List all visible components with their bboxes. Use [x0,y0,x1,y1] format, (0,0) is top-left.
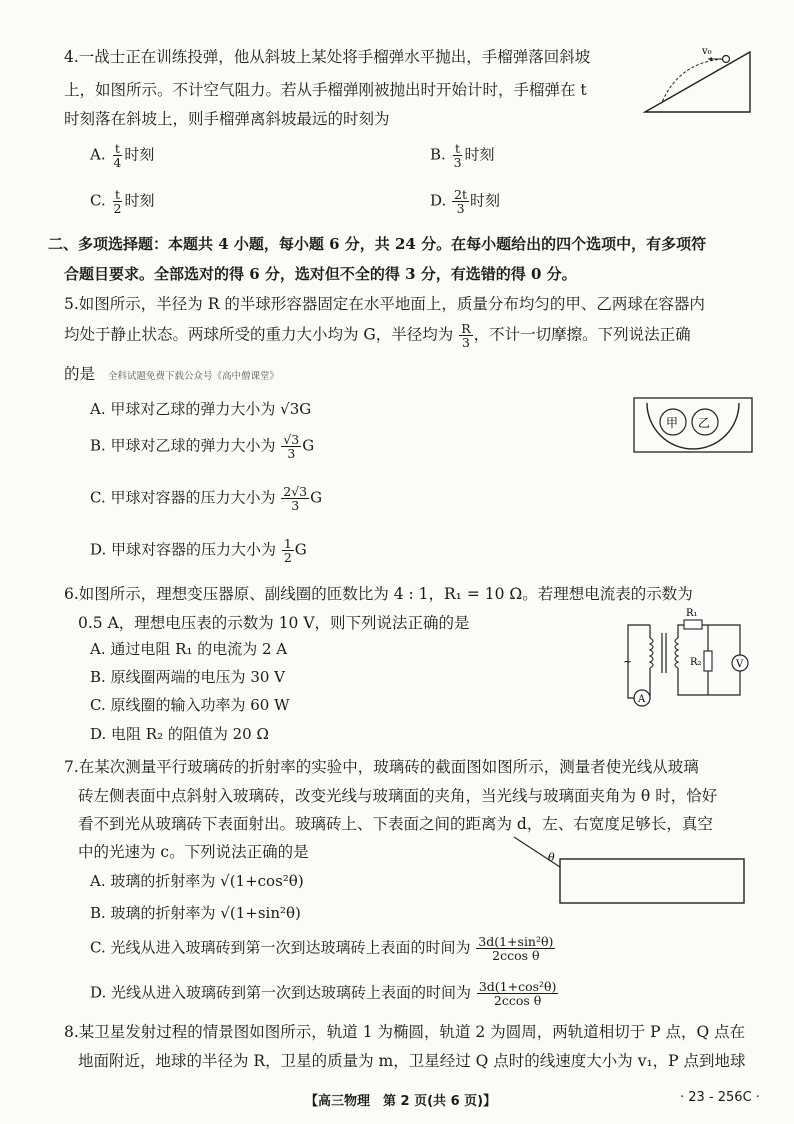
page-footer: 【高三物理 第 2 页(共 6 页)】 [305,1094,497,1109]
q5-option-c[interactable]: C. 甲球对容器的压力大小为 $\frac{2√3}{3}$ G [90,484,323,513]
ball-yi-label: 乙 [698,416,711,430]
q8-line-2: 地面附近，地球的半径为 R，卫星的质量为 m，卫星经过 Q 点时的线速度大小为 v₁，P 点到地球 [78,1052,746,1070]
q7-line-2: 砖左侧表面中点斜射入玻璃砖，改变光线与玻璃面的夹角，当光线与玻璃面夹角为 θ 时，恰好 [78,787,718,805]
slope-figure [640,40,760,115]
section2-line-2: 合题目要求。全部选对的得 6 分，选对但不全的得 3 分，有选错的得 0 分。 [64,265,577,283]
q7-line-4: 中的光速为 c。下列说法正确的是 [78,843,309,861]
section2-line-1: 二、多项选择题：本题共 4 小题，每小题 6 分，共 24 分。在每小题给出的四个选项中，有多项符 [48,235,707,253]
q5-line-3: 的是 全科试题免费下载公众号《高中僧课堂》 [64,365,279,383]
q5-option-b[interactable]: B. 甲球对乙球的弹力大小为 $\frac{√3}{3}$ G [90,432,315,461]
q7-option-a[interactable]: A. 玻璃的折射率为 √(1+cos²θ) [90,872,304,890]
q6-option-a[interactable]: A. 通过电阻 R₁ 的电流为 2 A [90,640,288,658]
q4-option-d[interactable]: D. $\frac{2t}{3}$ 时刻 [430,187,501,216]
q7-option-d[interactable]: D. 光线从进入玻璃砖到第一次到达玻璃砖上表面的时间为 $\frac{\text{3d(1+cos²θ)}}{\text{2ccos θ}}$ [90,979,557,1008]
q6-line-1: 6.如图所示，理想变压器原、副线圈的匝数比为 4 : 1，R₁ = 10 Ω。若理想电流表的示数为 [64,585,693,603]
q5-option-d[interactable]: D. 甲球对容器的压力大小为 $\frac{1}{2}$ G [90,536,307,565]
q7-line-3: 看不到光从玻璃砖下表面射出。玻璃砖上、下表面之间的距离为 d，左、右宽度足够长，真空 [78,815,713,833]
q7-option-b[interactable]: B. 玻璃的折射率为 √(1+sin²θ) [90,904,301,922]
q5-line-1: 5.如图所示，半径为 R 的半球形容器固定在水平地面上，质量分布均匀的甲、乙两球在容器内 [64,295,705,313]
q4-line-1: 4.一战士正在训练投弹，他从斜坡上某处将手榴弹水平抛出，手榴弹落回斜坡 [64,48,591,66]
ball-jia-label: 甲 [666,416,679,430]
q4-option-a[interactable]: A. $\frac{t}{4}$ 时刻 [90,141,155,170]
q6-line-2: 0.5 A，理想电压表的示数为 10 V，则下列说法正确的是 [78,614,470,632]
watermark: 全科试题免费下载公众号《高中僧课堂》 [107,371,279,382]
q7-line-1: 7.在某次测量平行玻璃砖的折射率的实验中，玻璃砖的截面图如图所示，测量者使光线从玻璃 [64,758,699,776]
r2-label: R₂ [690,657,702,668]
ammeter-label: A [638,694,646,705]
q6-option-d[interactable]: D. 电阻 R₂ 的阻值为 20 Ω [90,725,269,743]
q4-line-2: 上，如图所示。不计空气阻力。若从手榴弹刚被抛出时开始计时，手榴弹在 t [64,81,587,99]
theta-label: θ [548,851,555,864]
ac-source-icon: ~ [623,655,633,668]
q8-line-1: 8.某卫星发射过程的情景图如图所示，轨道 1 为椭圆，轨道 2 为圆周，两轨道相切于 P 点，Q 点在 [64,1023,746,1041]
q4-option-c[interactable]: C. $\frac{t}{2}$ 时刻 [90,187,155,216]
r1-label: R₁ [686,608,698,619]
page-code: · 23 - 256C · [680,1090,760,1105]
q7-option-c[interactable]: C. 光线从进入玻璃砖到第一次到达玻璃砖上表面的时间为 $\frac{\text{3d(1+sin²θ)}}{\text{2ccos θ}}$ [90,934,554,963]
glass-brick-figure [510,833,750,905]
q5-line-2: 均处于静止状态。两球所受的重力大小均为 G，半径均为 $\frac{R}{3}$ ，不计一切摩擦。下列说法正确 [64,321,691,350]
q6-option-b[interactable]: B. 原线圈两端的电压为 30 V [90,668,286,686]
q4-option-b[interactable]: B. $\frac{t}{3}$ 时刻 [430,141,495,170]
q6-option-c[interactable]: C. 原线圈的输入功率为 60 W [90,696,290,714]
q4-line-3: 时刻落在斜坡上，则手榴弹离斜坡最远的时刻为 [64,110,390,128]
hemisphere-figure [633,397,753,453]
v0-label: v₀ [702,46,712,57]
q5-option-a[interactable]: A. 甲球对乙球的弹力大小为 √3G [90,400,312,418]
voltmeter-label: V [736,659,744,670]
transformer-circuit-figure [620,603,755,713]
